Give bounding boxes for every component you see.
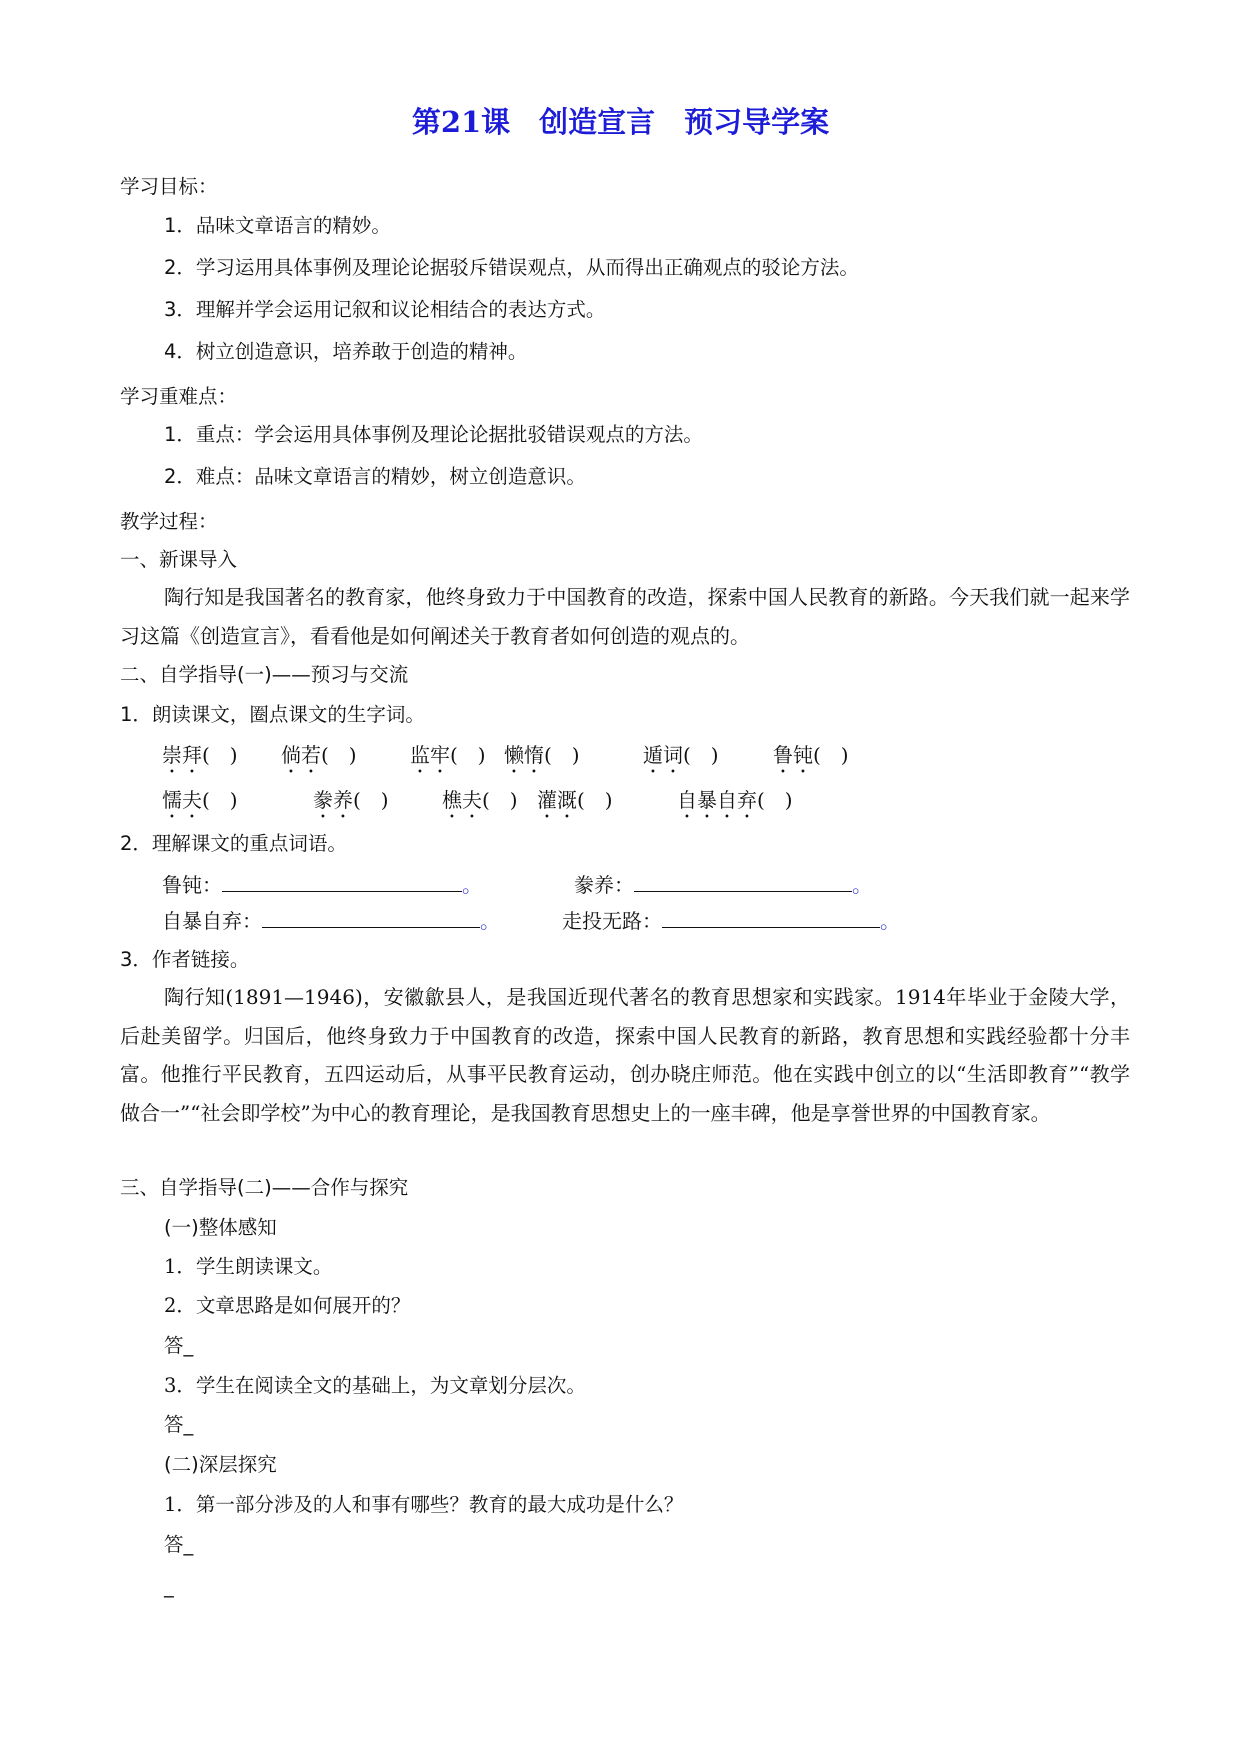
term-end: 。: [480, 909, 500, 933]
task-heading: 2．理解课文的重点词语。: [120, 832, 347, 855]
answer-blank[interactable]: [262, 905, 480, 928]
keypoint-item: 1．重点：学会运用具体事例及理论论据批驳错误观点的方法。: [164, 423, 703, 446]
section-heading: 三、自学指导(二)——合作与探究: [120, 1176, 409, 1199]
term-end: 。: [462, 873, 482, 897]
vocab-word: 倘若( ): [281, 743, 357, 767]
term-label: 自暴自弃：: [162, 909, 262, 933]
goals-heading: 学习目标：: [120, 175, 218, 198]
term-definition: [574, 869, 872, 900]
author-paragraph: 陶行知(1891—1946)，安徽歙县人，是我国近现代著名的教育思想家和实践家。1914年毕业于金陵大学，后赴美留学。归国后，他终身致力于中国教育的改造，探索中国人民教育的新路，教育思想和实践经验都十分丰富。他推行平民教育，五四运动后，从事平民教育运动，创办晓庄师范。他在实践中创立的以“生活即教育”“教学做合一”“社会即学校”为中心的教育理论，是我国教育思想史上的一座丰碑，他是享誉世界的中国教育家。: [120, 985, 1130, 1125]
question: 1．学生朗读课文。: [164, 1255, 333, 1278]
vocab-word: 懦夫( ): [162, 788, 238, 812]
goal-item: 1．品味文章语言的精妙。: [164, 214, 391, 237]
vocab-word: 豢养( ): [313, 788, 389, 812]
question: 3．学生在阅读全文的基础上，为文章划分层次。: [164, 1374, 586, 1397]
answer-blank[interactable]: [222, 869, 462, 892]
process-heading: 教学过程：: [120, 510, 218, 533]
vocab-word: 监牢( ): [410, 743, 486, 767]
term-label: 走投无路：: [562, 909, 662, 933]
goal-item: 4．树立创造意识，培养敢于创造的精神。: [164, 340, 528, 363]
goal-item: 2．学习运用具体事例及理论论据驳斥错误观点，从而得出正确观点的驳论方法。: [164, 256, 859, 279]
term-definition: [162, 869, 482, 900]
subsection-heading: (一)整体感知: [164, 1216, 277, 1239]
vocab-word: 遁词( ): [643, 743, 719, 767]
vocab-word: 鲁钝( ): [773, 743, 849, 767]
vocab-word: 崇拜( ): [162, 743, 238, 767]
subsection-heading: (二)深层探究: [164, 1453, 277, 1476]
task-heading: 3．作者链接。: [120, 948, 250, 971]
keypoints-heading: 学习重难点：: [120, 385, 238, 408]
vocab-word: 灌溉( ): [537, 788, 613, 812]
answer-line[interactable]: 答_: [164, 1533, 194, 1556]
term-label: 豢养：: [574, 873, 634, 897]
section-heading: 二、自学指导(一)——预习与交流: [120, 663, 409, 686]
answer-blank[interactable]: [662, 905, 880, 928]
answer-continuation[interactable]: _: [164, 1575, 174, 1598]
section-heading: 一、新课导入: [120, 548, 238, 571]
answer-blank[interactable]: [634, 869, 852, 892]
term-definition: [162, 905, 500, 936]
term-end: 。: [852, 873, 872, 897]
term-definition: [562, 905, 900, 936]
vocab-word: 樵夫( ): [442, 788, 518, 812]
answer-line[interactable]: 答_: [164, 1334, 194, 1357]
task-heading: 1．朗读课文，圈点课文的生字词。: [120, 703, 425, 726]
question: 2．文章思路是如何展开的？: [164, 1294, 411, 1317]
page-title: 第21课 创造宣言 预习导学案: [411, 105, 830, 139]
question: 1．第一部分涉及的人和事有哪些？教育的最大成功是什么？: [164, 1493, 684, 1516]
vocab-word: 懒惰( ): [504, 743, 580, 767]
goal-item: 3．理解并学会运用记叙和议论相结合的表达方式。: [164, 298, 606, 321]
answer-line[interactable]: 答_: [164, 1413, 194, 1436]
intro-paragraph: 陶行知是我国著名的教育家，他终身致力于中国教育的改造，探索中国人民教育的新路。今天我们就一起来学习这篇《创造宣言》，看看他是如何阐述关于教育者如何创造的观点的。: [120, 585, 1130, 648]
term-end: 。: [880, 909, 900, 933]
vocab-word: 自暴自弃( ): [677, 788, 793, 812]
keypoint-item: 2．难点：品味文章语言的精妙，树立创造意识。: [164, 465, 586, 488]
term-label: 鲁钝：: [162, 873, 222, 897]
